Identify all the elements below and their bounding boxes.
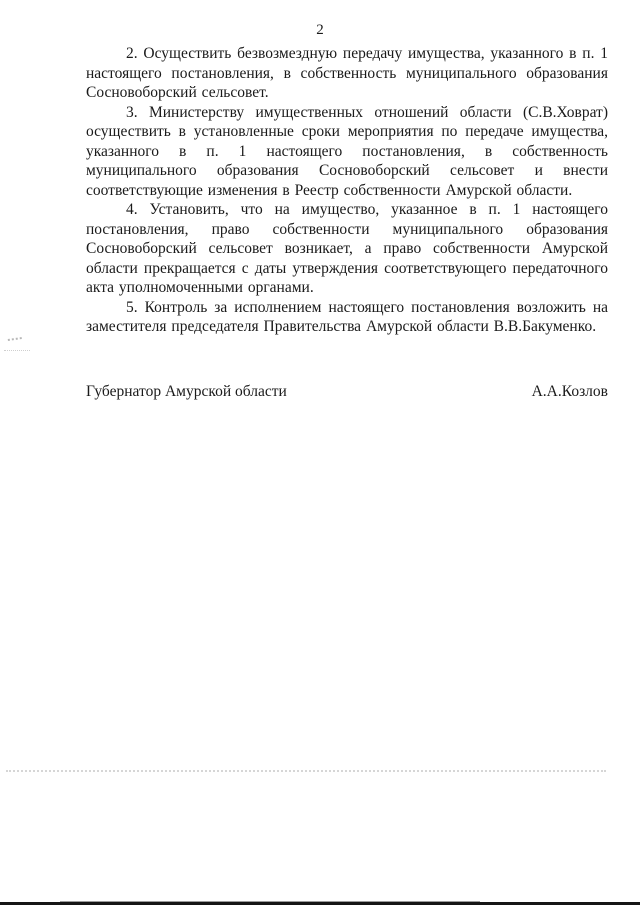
scan-artifact <box>8 337 23 344</box>
scan-artifact <box>4 350 30 353</box>
scan-artifact-dotted-line <box>6 770 606 772</box>
paragraph-item-4: 4. Установить, что на имущество, указанное в п. 1 настоящего постановления, право собственности муниципального образования Сосновоборский сельсовет возникает, а право собственности Амурской области прекращается с даты утверждения соответствующего передаточного акта уполномоченными органами. <box>86 201 608 296</box>
document-body <box>86 44 608 337</box>
signature-block <box>86 383 608 401</box>
signature-name: А.А.Козлов <box>531 383 608 400</box>
paragraph-item-5: 5. Контроль за исполнением настоящего постановления возложить на заместителя председателя Правительства Амурской области В.В.Бакуменко. <box>86 298 608 335</box>
signature-title: Губернатор Амурской области <box>86 383 287 400</box>
page-number: 2 <box>316 22 324 38</box>
paragraph-item-2: 2. Осуществить безвозмездную передачу имущества, указанного в п. 1 настоящего постановления, в собственность муниципального образования Сосновоборский сельсовет. <box>86 45 608 101</box>
paragraph-item-3: 3. Министерству имущественных отношений области (С.В.Ховрат) осуществить в установленные сроки мероприятия по передаче имущества, указанного в п. 1 настоящего постановления, в собственность муниципального образования Сосновоборский сельсовет и внести соответствующие изменения в Реестр собственности Амурской области. <box>86 103 608 199</box>
